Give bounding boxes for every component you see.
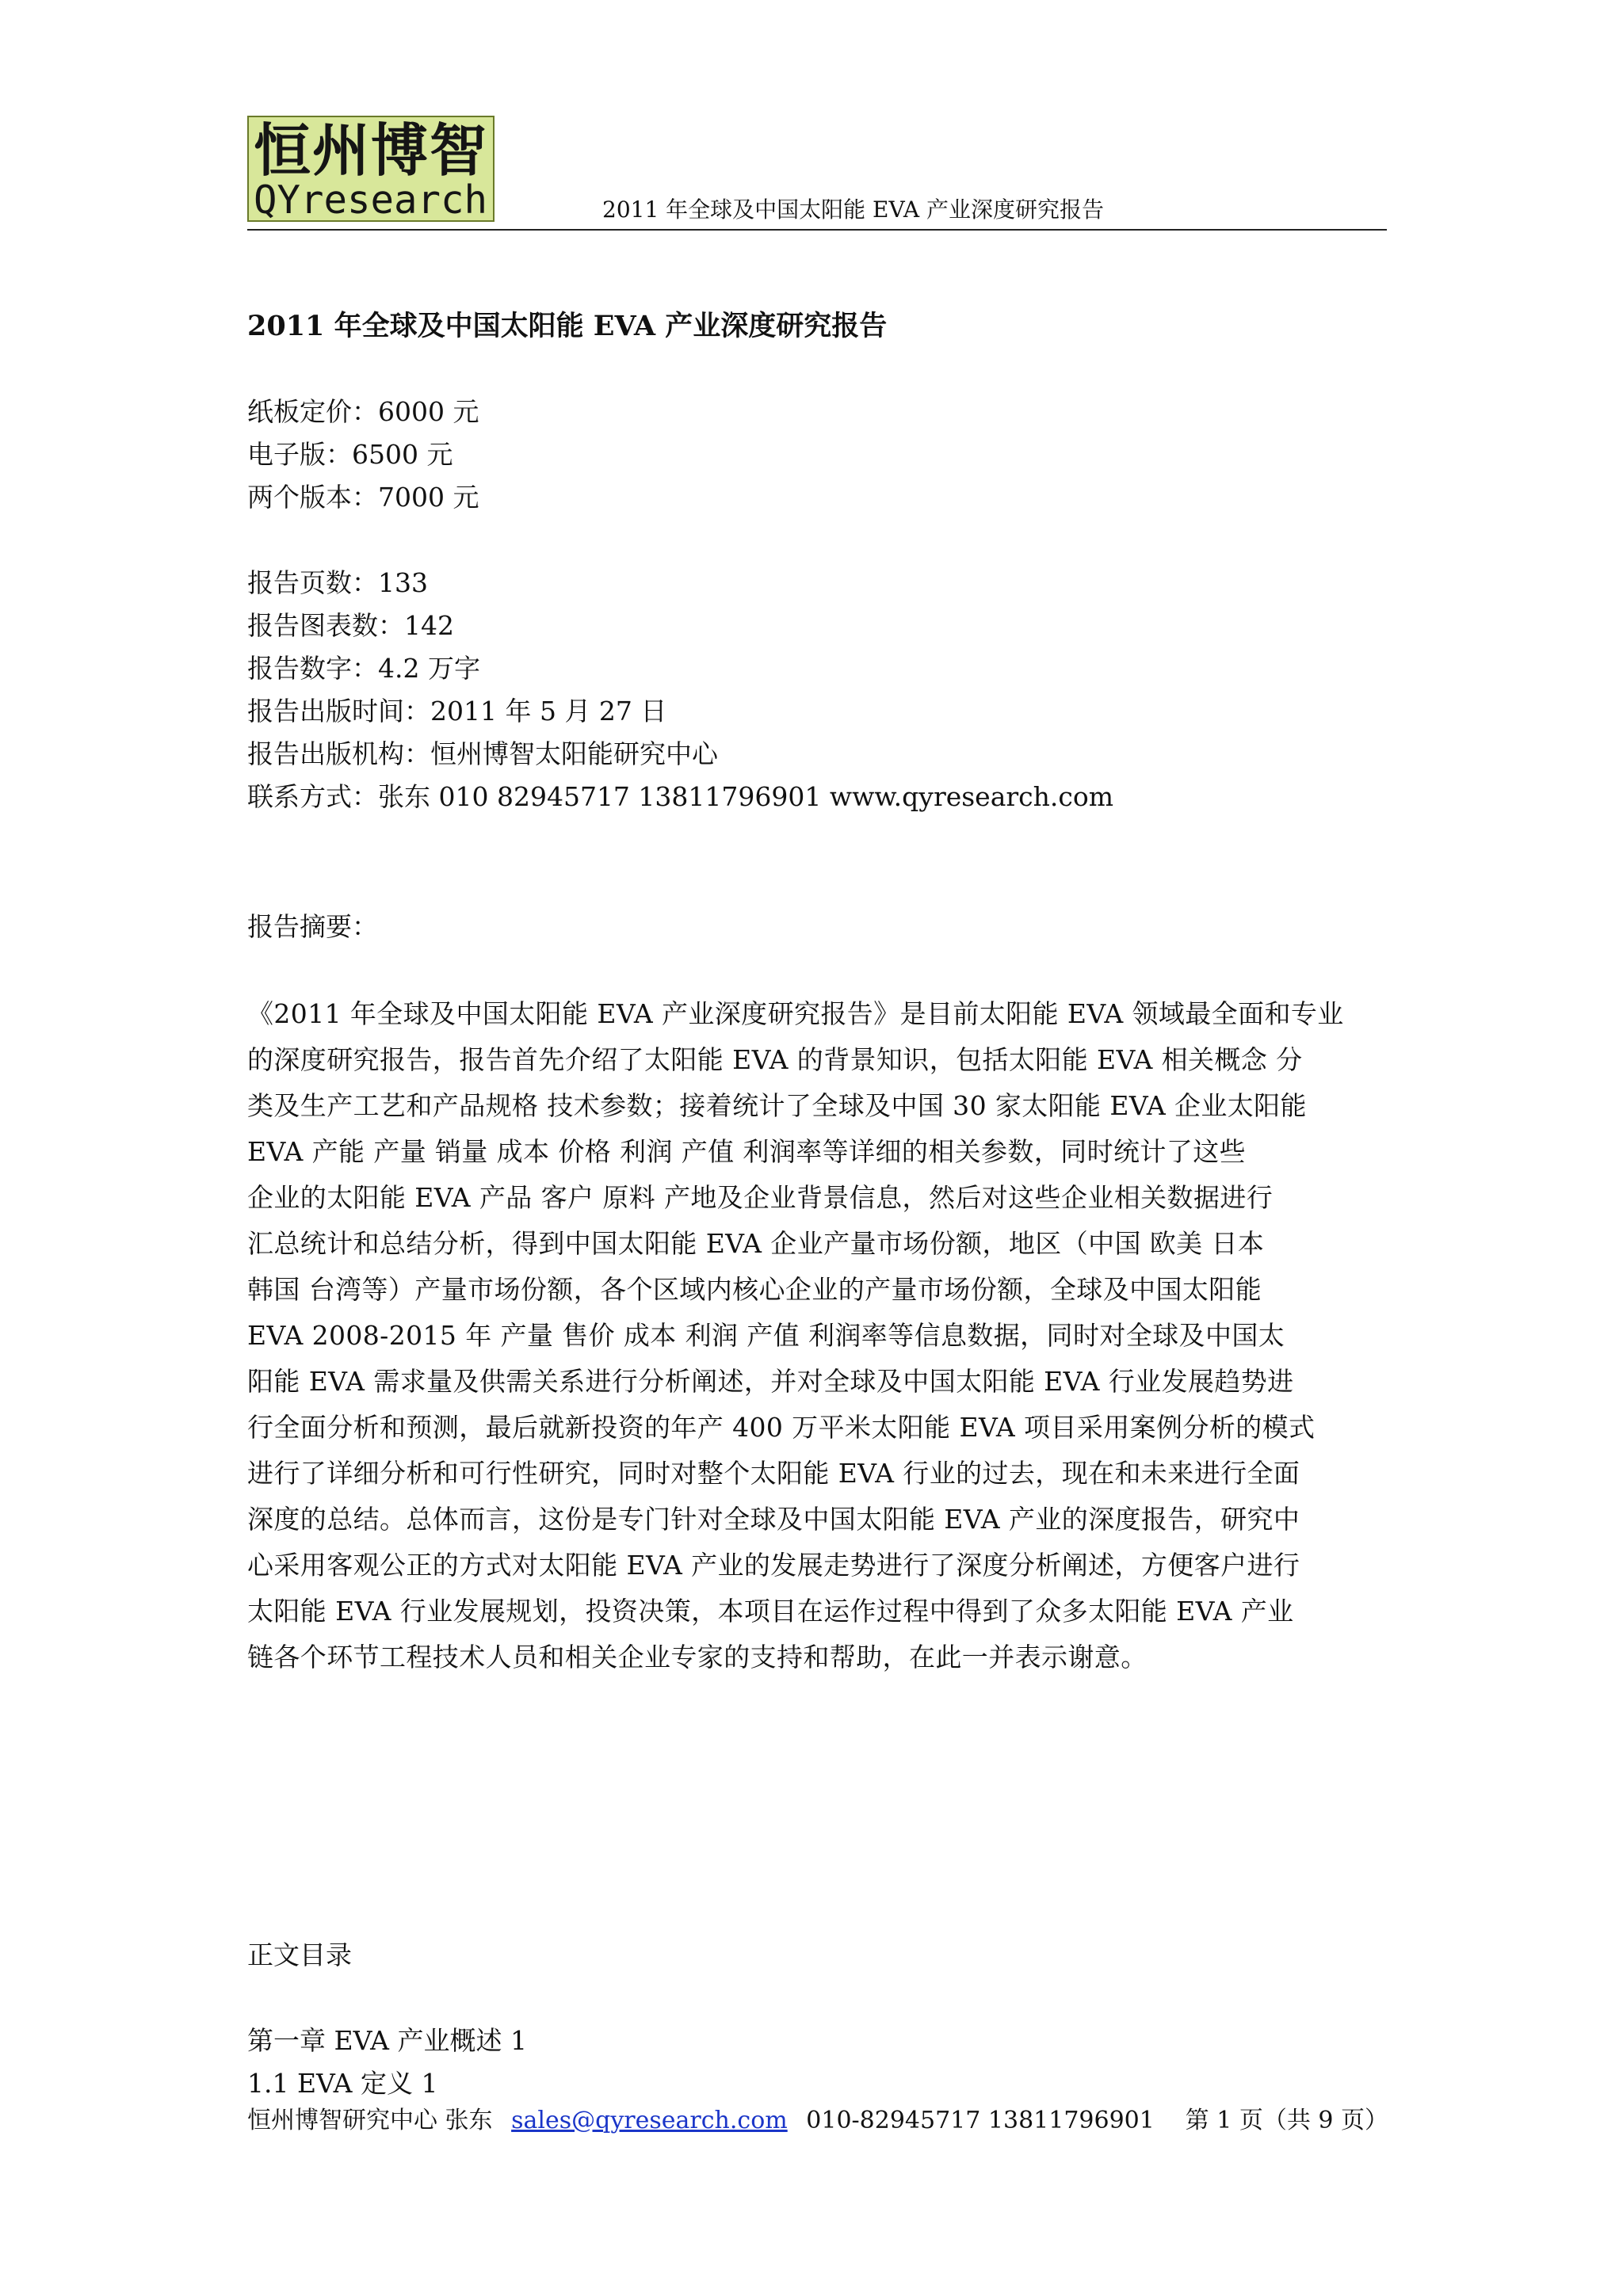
abstract-line: 行全面分析和预测，最后就新投资的年产 400 万平米太阳能 EVA 项目采用案例分析的模式 [247, 1412, 1316, 1443]
abstract-line: EVA 产能 产量 销量 成本 价格 利润 产值 利润率等详细的相关参数，同时统计了这些 [247, 1136, 1247, 1167]
qyresearch-logo [247, 116, 495, 222]
abstract-line: 类及生产工艺和产品规格 技术参数；接着统计了全球及中国 30 家太阳能 EVA 企业太阳能 [247, 1090, 1307, 1121]
footer-page-number: 第 1 页（共 9 页） [1185, 2107, 1388, 2134]
running-header-title: 2011 年全球及中国太阳能 EVA 产业深度研究报告 [602, 196, 1104, 223]
page-footer [247, 2107, 1388, 2135]
abstract-line: 《2011 年全球及中国太阳能 EVA 产业深度研究报告》是目前太阳能 EVA 领域最全面和专业 [247, 998, 1344, 1029]
logo-cn-text: 恒州博智 [254, 117, 489, 184]
abstract-heading: 报告摘要： [247, 911, 378, 942]
toc-section-1-1[interactable]: 1.1 EVA 定义 1 [247, 2068, 438, 2099]
abstract-line: 心采用客观公正的方式对太阳能 EVA 产业的发展走势进行了深度分析阐述，方便客户进行 [247, 1550, 1300, 1581]
info-publisher: 报告出版机构：恒州博智太阳能研究中心 [247, 738, 718, 769]
price-both: 两个版本：7000 元 [247, 482, 479, 513]
abstract-line: 太阳能 EVA 行业发展规划，投资决策，本项目在运作过程中得到了众多太阳能 EVA 产业 [247, 1596, 1294, 1627]
footer-email-link[interactable]: sales@qyresearch.com [511, 2107, 788, 2134]
info-publish-date: 报告出版时间：2011 年 5 月 27 日 [247, 696, 667, 727]
abstract-line: 汇总统计和总结分析，得到中国太阳能 EVA 企业产量市场份额，地区（中国 欧美 日本 [247, 1228, 1265, 1259]
abstract-line: 链各个环节工程技术人员和相关企业专家的支持和帮助，在此一并表示谢意。 [247, 1642, 1148, 1672]
abstract-line: EVA 2008-2015 年 产量 售价 成本 利润 产值 利润率等信息数据，同时对全球及中国太 [247, 1320, 1285, 1351]
info-charts: 报告图表数：142 [247, 610, 454, 641]
info-contact: 联系方式：张东 010 82945717 13811796901 www.qyresearch.com [247, 781, 1114, 812]
abstract-line: 阳能 EVA 需求量及供需关系进行分析阐述，并对全球及中国太阳能 EVA 行业发展趋势进 [247, 1366, 1294, 1397]
abstract-line: 的深度研究报告，报告首先介绍了太阳能 EVA 的背景知识，包括太阳能 EVA 相关概念 分 [247, 1044, 1303, 1075]
logo-en-text: QYresearch [254, 177, 488, 222]
abstract-line: 韩国 台湾等）产量市场份额，各个区域内核心企业的产量市场份额，全球及中国太阳能 [247, 1274, 1262, 1305]
abstract-line: 企业的太阳能 EVA 产品 客户 原料 产地及企业背景信息，然后对这些企业相关数据进行 [247, 1182, 1274, 1213]
abstract-line: 进行了详细分析和可行性研究，同时对整个太阳能 EVA 行业的过去，现在和未来进行全面 [247, 1458, 1300, 1489]
toc-heading: 正文目录 [247, 1939, 352, 1970]
toc-chapter-1[interactable]: 第一章 EVA 产业概述 1 [247, 2025, 527, 2056]
info-word-count: 报告数字：4.2 万字 [247, 653, 480, 684]
abstract-body [247, 991, 1404, 1680]
footer-phones: 010-82945717 13811796901 [806, 2107, 1155, 2134]
abstract-line: 深度的总结。总体而言，这份是专门针对全球及中国太阳能 EVA 产业的深度报告，研究中 [247, 1504, 1300, 1535]
info-pages: 报告页数：133 [247, 567, 428, 598]
footer-org: 恒州博智研究中心 张东 [247, 2107, 493, 2134]
header-divider [247, 229, 1387, 231]
price-electronic: 电子版：6500 元 [247, 439, 453, 470]
document-title: 2011 年全球及中国太阳能 EVA 产业深度研究报告 [247, 310, 888, 342]
price-paper: 纸板定价：6000 元 [247, 396, 479, 427]
